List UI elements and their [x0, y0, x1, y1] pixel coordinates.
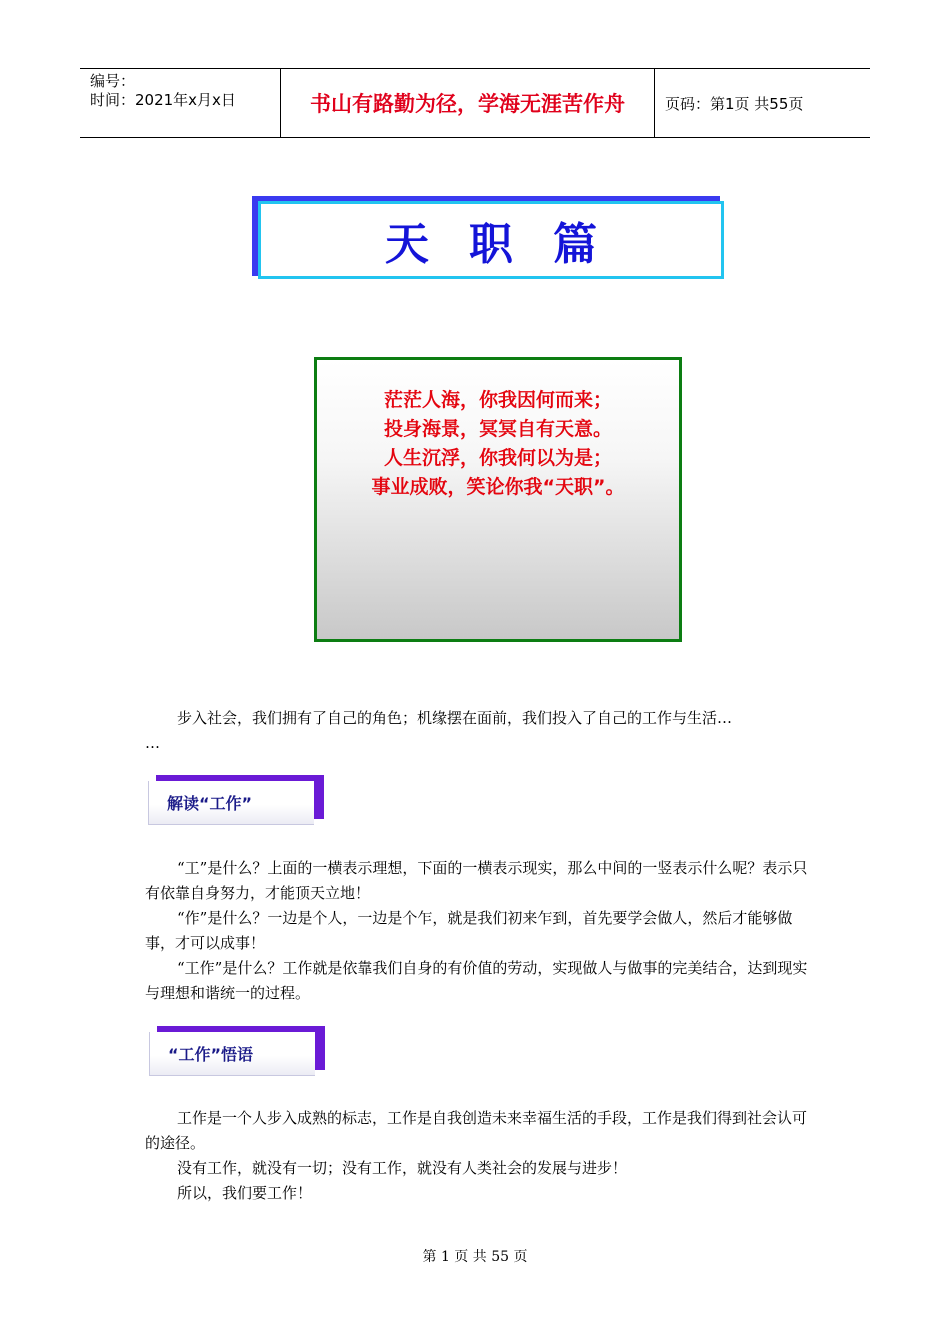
page-title: 天职篇	[385, 219, 637, 270]
section1-paragraph: “工”是什么？上面的一横表示理想，下面的一横表示现实，那么中间的一竖表示什么呢？表示只有依靠自身努力，才能顶天立地！	[145, 859, 808, 902]
section1-paragraph: “作”是什么？一边是个人，一边是个乍，就是我们初来乍到，首先要学会做人，然后才能够做事，才可以成事！	[145, 909, 793, 952]
header-date: 时间：2021年x月x日	[90, 91, 236, 109]
intro-line: 步入社会，我们拥有了自己的角色；机缘摆在面前，我们投入了自己的工作与生活…	[177, 709, 733, 727]
intro-ellipsis: …	[145, 734, 160, 752]
page-footer: 第 1 页 共 55 页	[422, 1249, 528, 1265]
poem-line: 投身海景，冥冥自有天意。	[383, 418, 612, 440]
poem-lines	[317, 386, 679, 502]
header-meta	[80, 69, 281, 137]
header-page-info: 页码：第1页 共55页	[665, 94, 804, 113]
section2-label: “工作”悟语	[149, 1032, 315, 1076]
section2-paragraph: 工作是一个人步入成熟的标志，工作是自我创造未来幸福生活的手段，工作是我们得到社会认可的途径。	[145, 1109, 808, 1152]
section2-body	[145, 1106, 817, 1206]
section1-body	[145, 856, 817, 1006]
poem-line: 人生沉浮，你我何以为是；	[383, 447, 612, 469]
poem-line: 茫茫人海，你我因何而来；	[383, 389, 612, 411]
poem-box	[314, 357, 682, 642]
section2-paragraph: 所以，我们要工作！	[177, 1184, 313, 1202]
poem-line: 事业成败，笑论你我“天职”。	[371, 476, 625, 498]
section1-label: 解读“工作”	[148, 781, 314, 825]
header-number: 编号：	[90, 72, 136, 90]
intro-paragraph	[145, 706, 817, 756]
header-motto: 书山有路勤为径，学海无涯苦作舟	[281, 69, 655, 137]
title-banner	[258, 201, 724, 279]
page-header	[80, 68, 870, 138]
section1-paragraph: “工作”是什么？工作就是依靠我们自身的有价值的劳动，实现做人与做事的完美结合，达到现实与理想和谐统一的过程。	[145, 959, 808, 1002]
section2-paragraph: 没有工作，就没有一切；没有工作，就没有人类社会的发展与进步！	[177, 1159, 628, 1177]
